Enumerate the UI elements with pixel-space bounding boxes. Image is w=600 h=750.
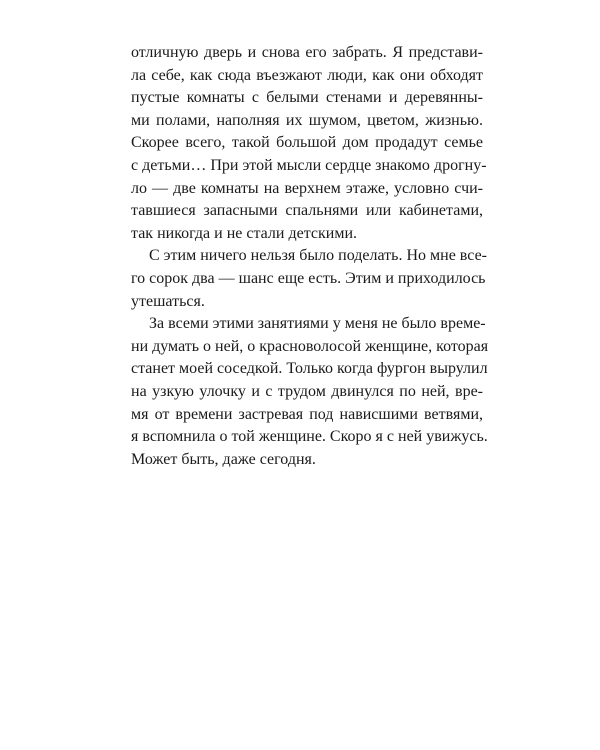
- text-line: я вспомнила о той женщине. Скоро я с ней увижусь.: [131, 428, 488, 446]
- text-line: Может быть, даже сегодня.: [131, 450, 316, 468]
- text-line: ми полами, наполняя их шумом, цветом, жизнью.: [131, 111, 483, 129]
- text-line: ни думать о ней, о красноволосой женщине, которая: [131, 337, 489, 355]
- body-text: [131, 42, 489, 471]
- text-line: За всеми этими занятиями у меня не было време-: [149, 315, 486, 333]
- text-line: на узкую улочку и с трудом двинулся по ней, вре-: [131, 382, 483, 400]
- paragraph-1: [131, 42, 487, 245]
- text-line: ло — две комнаты на верхнем этаже, условно счи-: [131, 179, 483, 197]
- text-line: пустые комнаты с белыми стенами и деревянны-: [131, 89, 483, 107]
- text-line: ла себе, как сюда въезжают люди, как они обходят: [131, 66, 483, 84]
- text-line: го сорок два — шанс еще есть. Этим и приходилось: [131, 269, 486, 287]
- text-line: утешаться.: [131, 292, 205, 310]
- text-line: С этим ничего нельзя было поделать. Но мне все-: [149, 247, 487, 265]
- text-line: Скорее всего, такой большой дом продадут семье: [131, 134, 483, 152]
- paragraph-2: [131, 245, 487, 313]
- text-line: с детьми… При этой мысли сердце знакомо дрогну-: [131, 156, 487, 174]
- text-line: станет моей соседкой. Только когда фургон вырулил: [131, 360, 488, 378]
- text-line: тавшиеся запасными спальнями или кабинетами,: [131, 202, 483, 220]
- text-line: так никогда и не стали детскими.: [131, 224, 358, 242]
- text-line: мя от времени застревая под нависшими ветвями,: [131, 405, 483, 423]
- text-line: отличную дверь и снова его забрать. Я представи-: [131, 44, 483, 61]
- paragraph-3: [131, 313, 489, 471]
